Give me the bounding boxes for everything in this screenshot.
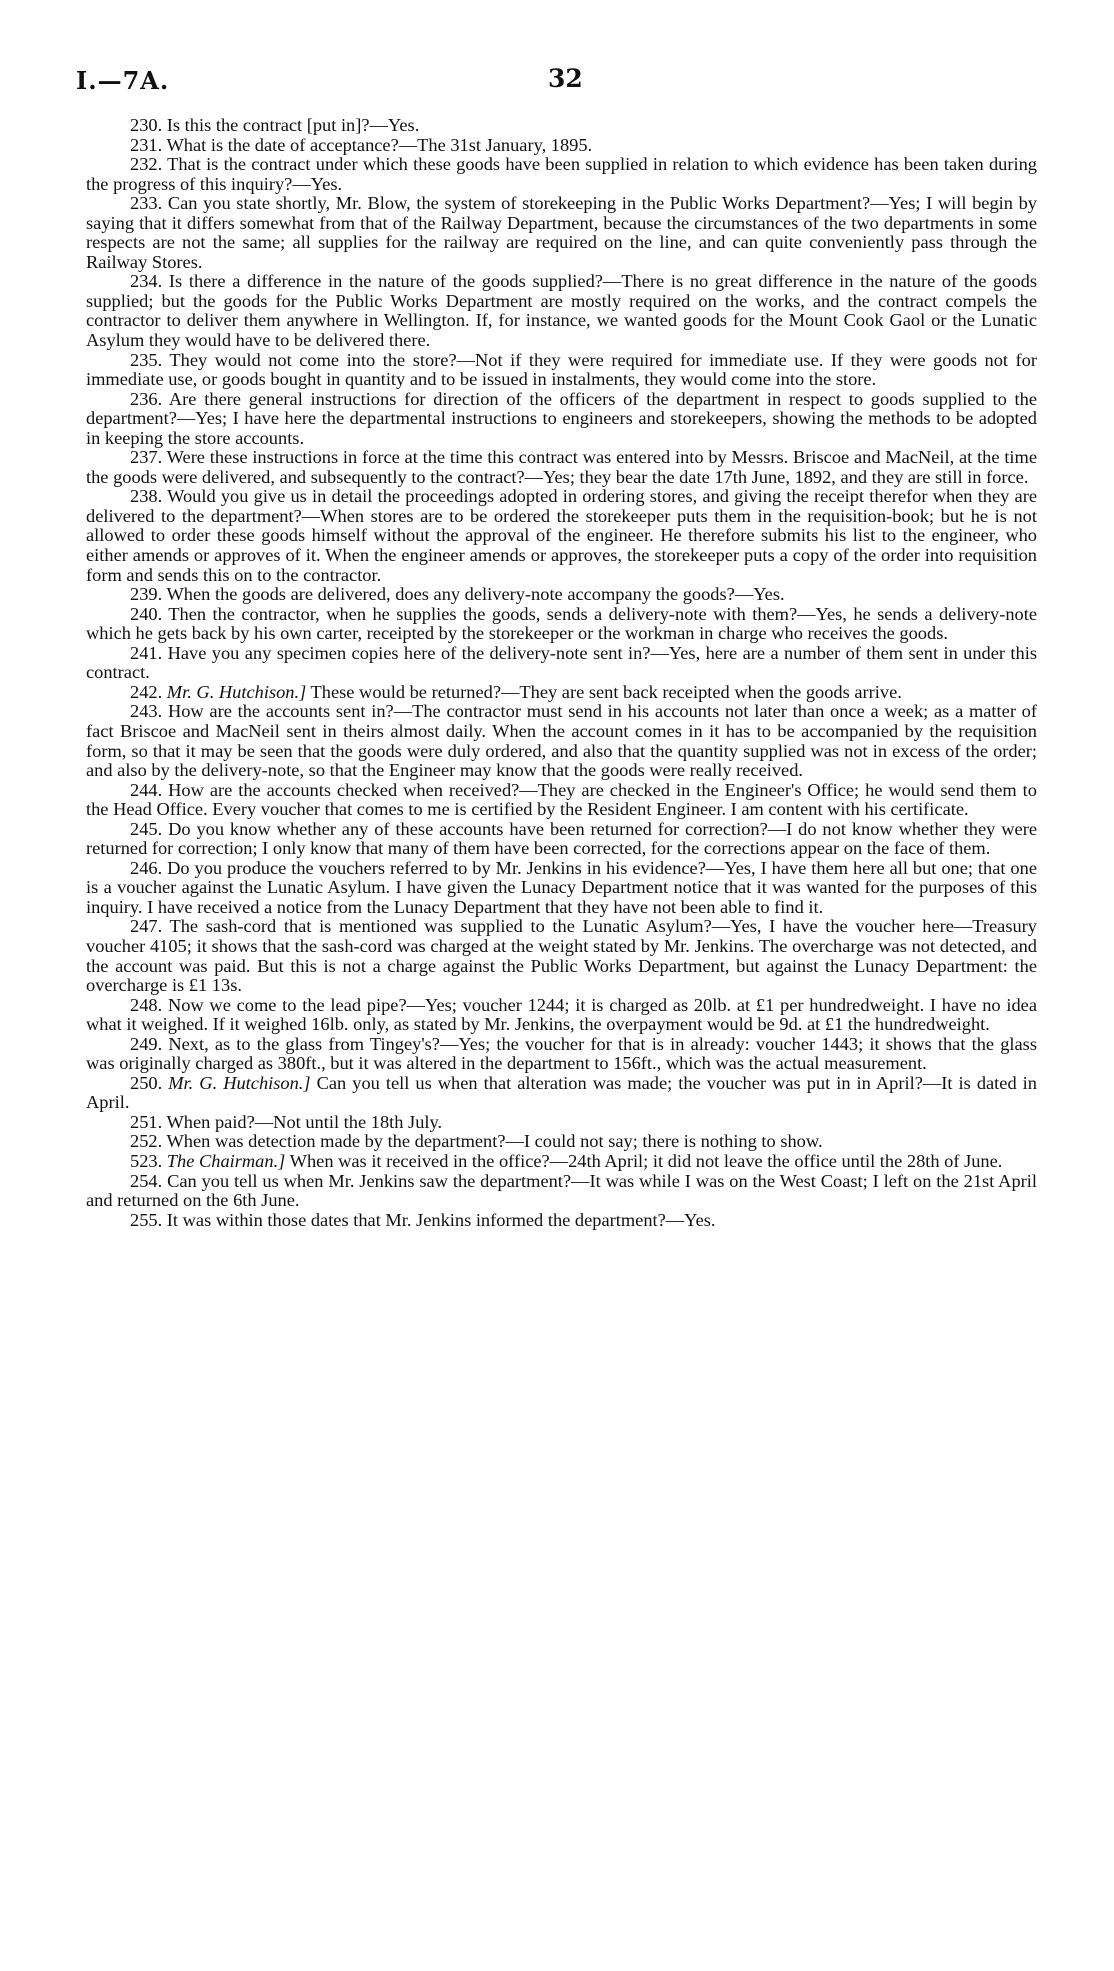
question-answer-text: When was detection made by the department?—I could not say; there is nothing to show. bbox=[166, 1131, 823, 1152]
evidence-paragraph bbox=[86, 1211, 1037, 1231]
question-number: 246. bbox=[130, 857, 163, 878]
evidence-paragraph bbox=[86, 1152, 1037, 1172]
question-answer-text: It was within those dates that Mr. Jenkins informed the department?—Yes. bbox=[166, 1209, 716, 1230]
evidence-paragraph bbox=[86, 859, 1037, 918]
page-header bbox=[74, 60, 1040, 100]
evidence-paragraph bbox=[86, 605, 1037, 644]
question-answer-text: Were these instructions in force at the time this contract was entered into by Messrs. Briscoe and MacNeil, at the time the goods were delivered, and subsequently to the contract?—Yes; they bear the date 17th June, 1892, and they are still in force. bbox=[86, 447, 1038, 487]
evidence-paragraph bbox=[86, 917, 1037, 995]
evidence-paragraph bbox=[86, 448, 1037, 487]
question-number: 255. bbox=[130, 1209, 163, 1230]
question-answer-text: Are there general instructions for direction of the officers of the department in respect to goods supplied to the department?—Yes; I have here the departmental instructions to engineers and storekeepers, showing the methods to be adopted in keeping the store accounts. bbox=[86, 388, 1037, 448]
question-number: 243. bbox=[130, 701, 163, 722]
question-answer-text: The sash-cord that is mentioned was supplied to the Lunatic Asylum?—Yes, I have the voucher here—Treasury voucher 4105; it shows that the sash-cord was charged at the weight stated by Mr. Jenkins. The overcharge was not detected, and the account was paid. But this is not a charge against the Public Works Department, but against the Lunacy Department: the overcharge is £1 13s. bbox=[86, 916, 1037, 996]
evidence-paragraph bbox=[86, 390, 1037, 449]
evidence-paragraph bbox=[86, 702, 1037, 780]
question-answer-text: Is there a difference in the nature of the goods supplied?—There is no great difference in the nature of the goods supplied; but the goods for the Public Works Department are mostly required on the works, and the contract compels the contractor to deliver them anywhere in Wellington. If, for instance, we wanted goods for the Mount Cook Gaol or the Lunatic Asylum they would have to be delivered there. bbox=[86, 271, 1037, 351]
evidence-paragraph bbox=[86, 155, 1037, 194]
evidence-paragraph bbox=[86, 136, 1037, 156]
question-number: 251. bbox=[130, 1111, 163, 1132]
evidence-paragraph bbox=[86, 781, 1037, 820]
question-answer-text: That is the contract under which these goods have been supplied in relation to which evidence has been taken during the progress of this inquiry?—Yes. bbox=[86, 154, 1037, 194]
question-number: 249. bbox=[130, 1033, 163, 1054]
question-number: 232. bbox=[130, 154, 163, 175]
evidence-paragraph bbox=[86, 272, 1037, 350]
question-number: 240. bbox=[130, 603, 163, 624]
question-number: 245. bbox=[130, 818, 163, 839]
question-number: 248. bbox=[130, 994, 163, 1015]
question-answer-text: Now we come to the lead pipe?—Yes; voucher 1244; it is charged as 20lb. at £1 per hundredweight. I have no idea what it weighed. If it weighed 16lb. only, as stated by Mr. Jenkins, the overpayment would be 9d. at £1 the hundredweight. bbox=[86, 994, 1037, 1035]
question-answer-text: Can you state shortly, Mr. Blow, the system of storekeeping in the Public Works Department?—Yes; I will begin by saying that it differs somewhat from that of the Railway Department, because the circumstances of the two departments in some respects are not the same; all supplies for the railway are required on the line, and can quite conveniently pass through the Railway Stores. bbox=[86, 193, 1037, 272]
question-answer-text: Have you any specimen copies here of the delivery-note sent in?—Yes, here are a number of them sent in under this contract. bbox=[86, 642, 1037, 683]
page-number: 32 bbox=[548, 64, 583, 93]
question-answer-text: When paid?—Not until the 18th July. bbox=[166, 1111, 443, 1132]
evidence-paragraph bbox=[86, 683, 1037, 703]
evidence-paragraph bbox=[86, 644, 1037, 683]
question-answer-text: Can you tell us when that alteration was made; the voucher was put in in April?—It is dated in April. bbox=[86, 1072, 1037, 1113]
question-number: 236. bbox=[130, 388, 163, 409]
question-number: 244. bbox=[130, 779, 163, 800]
question-number: 241. bbox=[130, 642, 163, 663]
question-number: 233. bbox=[130, 193, 163, 214]
minutes-of-evidence bbox=[86, 116, 1037, 1230]
evidence-paragraph bbox=[86, 820, 1037, 859]
evidence-paragraph bbox=[86, 194, 1037, 272]
evidence-paragraph bbox=[86, 585, 1037, 605]
evidence-paragraph bbox=[86, 351, 1037, 390]
question-number: 250. bbox=[130, 1072, 163, 1093]
question-number: 242. bbox=[130, 681, 163, 702]
question-answer-text: What is the date of acceptance?—The 31st January, 1895. bbox=[166, 134, 593, 155]
question-number: 523. bbox=[130, 1150, 163, 1171]
question-number: 231. bbox=[130, 134, 163, 155]
question-number: 234. bbox=[130, 271, 163, 292]
question-answer-text: How are the accounts checked when received?—They are checked in the Engineer's Office; he would send them to the Head Office. Every voucher that comes to me is certified by the Resident Engineer. I am content with his certificate. bbox=[86, 779, 1037, 820]
question-number: 239. bbox=[130, 584, 163, 605]
question-answer-text: They would not come into the store?—Not if they were required for immediate use. If they were goods not for immediate use, or goods bought in quantity and to be issued in instalments, they would come into the store. bbox=[86, 349, 1038, 390]
question-answer-text: These would be returned?—They are sent back receipted when the goods arrive. bbox=[310, 681, 902, 702]
speaker-name: Mr. G. Hutchison.] bbox=[166, 681, 307, 702]
question-answer-text: When was it received in the office?—24th April; it did not leave the office until the 28th of June. bbox=[289, 1150, 1003, 1171]
question-number: 238. bbox=[130, 486, 163, 507]
question-number: 254. bbox=[130, 1170, 163, 1191]
question-answer-text: Would you give us in detail the proceedings adopted in ordering stores, and giving the receipt therefor when they are delivered to the department?—When stores are to be ordered the storekeeper puts them in the requisition-book; but he is not allowed to order these goods himself without the approval of the engineer. He therefore submits his list to the engineer, who either amends or approves of it. When the engineer amends or approves, the storekeeper puts a copy of the order into requisition form and sends this on to the contractor. bbox=[86, 486, 1038, 585]
question-number: 247. bbox=[130, 916, 163, 937]
question-answer-text: Then the contractor, when he supplies the goods, sends a delivery-note with them?—Yes, he sends a delivery-note which he gets back by his own carter, receipted by the storekeeper or the workman in charge who receives the goods. bbox=[86, 603, 1038, 644]
question-answer-text: Is this the contract [put in]?—Yes. bbox=[166, 115, 420, 135]
question-answer-text: How are the accounts sent in?—The contractor must send in his accounts not later than once a week; as a matter of fact Briscoe and MacNeil sent in theirs almost daily. When the account comes in it has to be accompanied by the requisition form, so that it may be seen that the goods were duly ordered, and also that the quantity supplied was not in excess of the order; and also by the delivery-note, so that the Engineer may know that the goods were really received. bbox=[86, 701, 1037, 781]
document-reference: I.—7A. bbox=[76, 66, 170, 95]
evidence-paragraph bbox=[86, 487, 1037, 585]
question-number: 230. bbox=[130, 115, 163, 135]
question-answer-text: Do you know whether any of these accounts have been returned for correction?—I do not know whether they were returned for correction; I only know that many of them have been corrected, for the corrections appear on the face of them. bbox=[86, 818, 1037, 859]
question-number: 235. bbox=[130, 349, 163, 370]
evidence-paragraph bbox=[86, 996, 1037, 1035]
question-number: 252. bbox=[130, 1131, 163, 1152]
question-answer-text: When the goods are delivered, does any delivery-note accompany the goods?—Yes. bbox=[166, 584, 785, 605]
evidence-paragraph bbox=[86, 1035, 1037, 1074]
evidence-paragraph bbox=[86, 1113, 1037, 1133]
evidence-paragraph bbox=[86, 1132, 1037, 1152]
question-answer-text: Can you tell us when Mr. Jenkins saw the department?—It was while I was on the West Coast; I left on the 21st April and returned on the 6th June. bbox=[86, 1170, 1037, 1211]
speaker-name: The Chairman.] bbox=[166, 1150, 286, 1171]
evidence-paragraph bbox=[86, 1074, 1037, 1113]
question-number: 237. bbox=[130, 447, 163, 468]
evidence-paragraph bbox=[86, 1172, 1037, 1211]
evidence-paragraph bbox=[86, 116, 1037, 136]
question-answer-text: Do you produce the vouchers referred to by Mr. Jenkins in his evidence?—Yes, I have them here all but one; that one is a voucher against the Lunatic Asylum. I have given the Lunacy Department notice that it was wanted for the purposes of this inquiry. I have received a notice from the Lunacy Department that they have not been able to find it. bbox=[86, 857, 1037, 917]
speaker-name: Mr. G. Hutchison.] bbox=[168, 1072, 311, 1093]
question-answer-text: Next, as to the glass from Tingey's?—Yes; the voucher for that is in already: voucher 1443; it shows that the glass was originally charged as 380ft., but it was altered in the department to 156ft., which was the actual measurement. bbox=[86, 1033, 1037, 1074]
